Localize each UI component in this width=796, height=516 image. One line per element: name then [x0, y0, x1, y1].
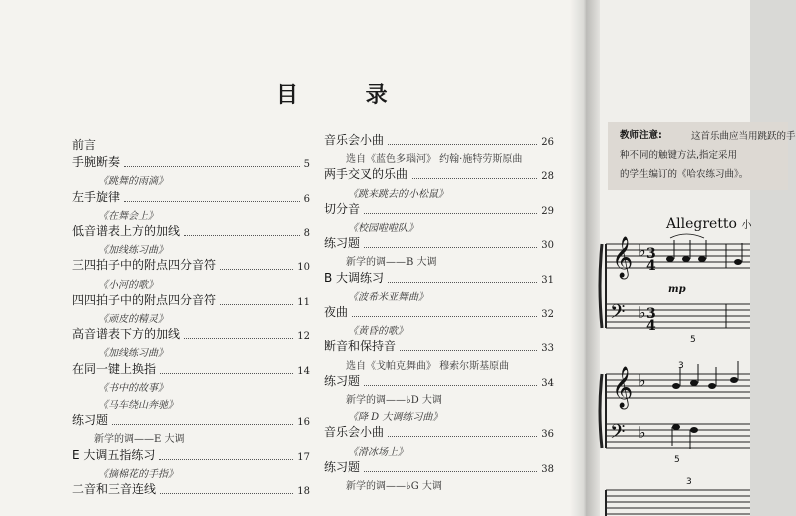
page-title: 目 录 [276, 83, 418, 108]
flat-sign-bass-icon: ♭ [638, 303, 646, 322]
sheet-music [586, 0, 750, 516]
toc-entry-text: 四四拍子中的附点四分音符 [72, 292, 217, 307]
toc-page-number: 28 [541, 171, 554, 183]
toc-entry-text: 切分音 [324, 201, 361, 216]
toc-entry-row[interactable] [72, 479, 310, 497]
toc-sub-text: 《降 D 大调练习曲》 [348, 412, 443, 424]
toc-leader-dots [364, 471, 537, 472]
flat-sign-bass-icon-2: ♭ [638, 423, 646, 442]
right-page [586, 0, 796, 516]
toc-entry-row[interactable] [324, 199, 554, 217]
toc-page-number: 36 [541, 429, 554, 441]
toc-entry-text: 断音和保持音 [324, 339, 397, 354]
toc-leader-dots [184, 235, 300, 236]
teacher-note-line2: 种不同的触键方法,指定采用 [620, 150, 738, 161]
toc-sub-text: 《书中的故事》 [98, 382, 168, 394]
toc-page-number: 34 [541, 377, 554, 389]
toc-sub-row [98, 307, 310, 325]
toc-sub-row [98, 341, 310, 359]
toc-page-number: 5 [303, 159, 310, 171]
toc-sub-text: 《黄昏的歌》 [348, 326, 408, 338]
toc-note-text: 新学的调——B 大调 [346, 257, 437, 269]
toc-head-text: 前言 [72, 138, 97, 152]
toc-note-row [346, 474, 554, 492]
fingering-3: 3 [678, 361, 684, 371]
toc-entry-row[interactable] [324, 302, 554, 320]
toc-leader-dots [364, 247, 537, 248]
toc-sub-row [348, 440, 554, 458]
toc-sub-text: 《顽皮的精灵》 [98, 314, 168, 325]
toc-page-number: 17 [297, 451, 310, 463]
fingering-5: 5 [690, 335, 696, 345]
toc-entry-text: 练习题 [324, 236, 361, 251]
toc-entry-text: 左手旋律 [72, 189, 121, 204]
flat-sign-icon-2: ♭ [638, 371, 646, 390]
toc-entry-text: B 大调练习 [324, 270, 385, 285]
teacher-note-line3: 的学生编订的《哈农练习曲》。 [620, 169, 749, 180]
toc-entry-text: 两手交叉的乐曲 [324, 167, 409, 182]
staff-system-3 [606, 490, 750, 516]
toc-note-text: 新学的调——♭G 大调 [346, 481, 442, 492]
toc-entry-row[interactable] [324, 336, 554, 354]
toc-entry-row[interactable] [324, 422, 554, 440]
toc-note-text: 新学的调——♭D 大调 [346, 395, 442, 406]
toc-note-text: 新学的调——E 大调 [94, 434, 185, 446]
toc-sub-text: 《加线练习曲》 [98, 245, 168, 257]
toc-entry-text: 低音谱表上方的加线 [72, 224, 181, 238]
toc-entry-row[interactable] [324, 233, 554, 251]
toc-page-number: 26 [541, 137, 554, 148]
treble-clef-icon-2: 𝄞 [612, 367, 634, 408]
toc-leader-dots [112, 424, 293, 425]
flat-sign-icon: ♭ [638, 241, 646, 260]
toc-entry-text: 三四拍子中的附点四分音符 [72, 258, 217, 273]
bass-clef-icon-2: 𝄢 [610, 420, 626, 448]
toc-entry-text: 练习题 [324, 373, 361, 388]
toc-page-number: 14 [297, 365, 310, 377]
toc-sub-row [98, 204, 310, 222]
fingering-5b: 5 [674, 455, 680, 465]
toc-note-row [346, 388, 554, 406]
toc-entry-text: 练习题 [324, 459, 361, 474]
fingering-3b: 3 [686, 477, 692, 487]
toc-note-row [346, 250, 554, 268]
toc-entry-row[interactable] [72, 221, 310, 239]
toc-entry-text: 手腕断奏 [72, 155, 121, 170]
notes-system-1 [666, 234, 742, 268]
tempo-marking: Allegretto 小 [666, 216, 752, 232]
toc-page-number: 29 [541, 205, 554, 217]
toc-note-row [346, 147, 554, 165]
toc-page-number: 32 [541, 309, 554, 320]
teacher-note-line1: 这首乐曲应当用跳跃的手 [691, 131, 796, 142]
toc-sub-row [348, 285, 554, 303]
toc-leader-dots [388, 282, 537, 283]
toc-entry-row[interactable] [324, 130, 554, 148]
toc-entry-row[interactable] [72, 152, 310, 170]
toc-entry-text: 音乐会小曲 [324, 133, 385, 147]
toc-leader-dots [160, 373, 293, 374]
toc-entry-text: 夜曲 [324, 305, 349, 319]
toc-leader-dots [388, 144, 537, 145]
time-signature-bass-top: 3 [646, 306, 656, 322]
time-signature-top: 3 [646, 246, 656, 262]
toc-page-number: 30 [541, 240, 554, 252]
toc-sub-row [98, 393, 310, 411]
toc-sub-text: 《跳舞的雨滴》 [98, 176, 168, 188]
toc-entry-text: 在同一键上换指 [72, 361, 157, 376]
toc-entry-row[interactable] [72, 187, 310, 205]
toc-entry-text: 高音谱表下方的加线 [72, 327, 181, 342]
toc-entry-row[interactable] [324, 268, 554, 286]
dynamic-marking: mp [668, 284, 686, 295]
time-signature-bass-bottom: 4 [646, 318, 656, 334]
toc-page-number: 16 [297, 417, 310, 429]
toc-entry-text: 音乐会小曲 [324, 425, 385, 440]
toc-entry-text: 二音和三音连线 [72, 482, 157, 496]
toc-note-text: 选自《蓝色多瑙河》 约翰·施特劳斯原曲 [346, 154, 523, 166]
toc-entry-row[interactable] [72, 324, 310, 342]
brace-icon-2 [600, 374, 602, 448]
toc-entry-row[interactable] [324, 371, 554, 389]
toc-entry-row[interactable] [72, 255, 310, 273]
toc-page-number: 31 [541, 274, 554, 286]
toc-entry-row[interactable] [72, 445, 310, 463]
toc-sub-row [348, 216, 554, 234]
toc-leader-dots [124, 201, 300, 202]
toc-page-number: 10 [297, 262, 310, 274]
toc-leader-dots [159, 459, 293, 460]
toc-entry-text: 练习题 [72, 413, 109, 428]
toc-head-row [72, 135, 310, 153]
toc-sub-text: 《马车绕山奔驰》 [98, 400, 178, 411]
toc-entry-text: E 大调五指练习 [72, 447, 156, 462]
toc-note-row [346, 354, 554, 372]
teacher-note-header: 教师注意: [620, 130, 662, 141]
toc-page-number: 11 [297, 296, 310, 308]
toc-entry-row[interactable] [72, 410, 310, 428]
toc-sub-text: 《跳来跳去的小松鼠》 [348, 188, 448, 200]
toc-sub-row [348, 319, 554, 337]
toc-leader-dots [412, 178, 537, 179]
toc-sub-text: 《在舞会上》 [98, 210, 158, 222]
toc-sub-text: 《小河的歌》 [98, 279, 158, 291]
toc-note-text: 选自《戈帕克舞曲》 穆索尔斯基原曲 [346, 360, 510, 372]
toc-sub-row [98, 462, 310, 480]
toc-leader-dots [364, 213, 537, 214]
toc-sub-text: 《加线练习曲》 [98, 348, 168, 360]
toc-sub-text: 《波希米亚舞曲》 [348, 291, 428, 303]
toc-sub-row [348, 405, 554, 423]
toc-sub-text: 《校园啦啦队》 [348, 223, 418, 234]
toc-leader-dots [220, 304, 293, 305]
bass-clef-icon: 𝄢 [610, 300, 626, 328]
toc-leader-dots [388, 436, 537, 437]
toc-page-number: 38 [541, 463, 554, 475]
toc-note-row [94, 427, 310, 445]
toc-leader-dots [124, 166, 300, 167]
toc-sub-text: 《滑冰场上》 [348, 446, 408, 458]
treble-clef-icon: 𝄞 [612, 237, 634, 278]
toc-sub-text: 《摘棉花的手指》 [98, 468, 178, 480]
toc-sub-row [98, 238, 310, 256]
toc-entry-row[interactable] [72, 290, 310, 308]
toc-page-number: 8 [303, 228, 310, 239]
toc-sub-row [98, 169, 310, 187]
toc-sub-row [98, 376, 310, 394]
toc-page-number: 6 [303, 193, 310, 205]
toc-leader-dots [220, 269, 293, 270]
toc-page-number: 12 [297, 331, 310, 343]
toc-sub-row [348, 182, 554, 200]
toc-leader-dots [352, 316, 537, 317]
toc-entry-row[interactable] [324, 164, 554, 182]
toc-leader-dots [184, 338, 293, 339]
book-gutter [570, 0, 600, 516]
toc-entry-row[interactable] [72, 359, 310, 377]
toc-page-number: 18 [297, 486, 310, 497]
brace-icon [600, 244, 602, 328]
toc-page-number: 33 [541, 343, 554, 355]
toc-sub-row [98, 273, 310, 291]
toc-leader-dots [364, 385, 537, 386]
toc-entry-row[interactable] [324, 457, 554, 475]
toc-leader-dots [400, 350, 537, 351]
time-signature-bottom: 4 [646, 258, 656, 274]
toc-leader-dots [160, 493, 293, 494]
